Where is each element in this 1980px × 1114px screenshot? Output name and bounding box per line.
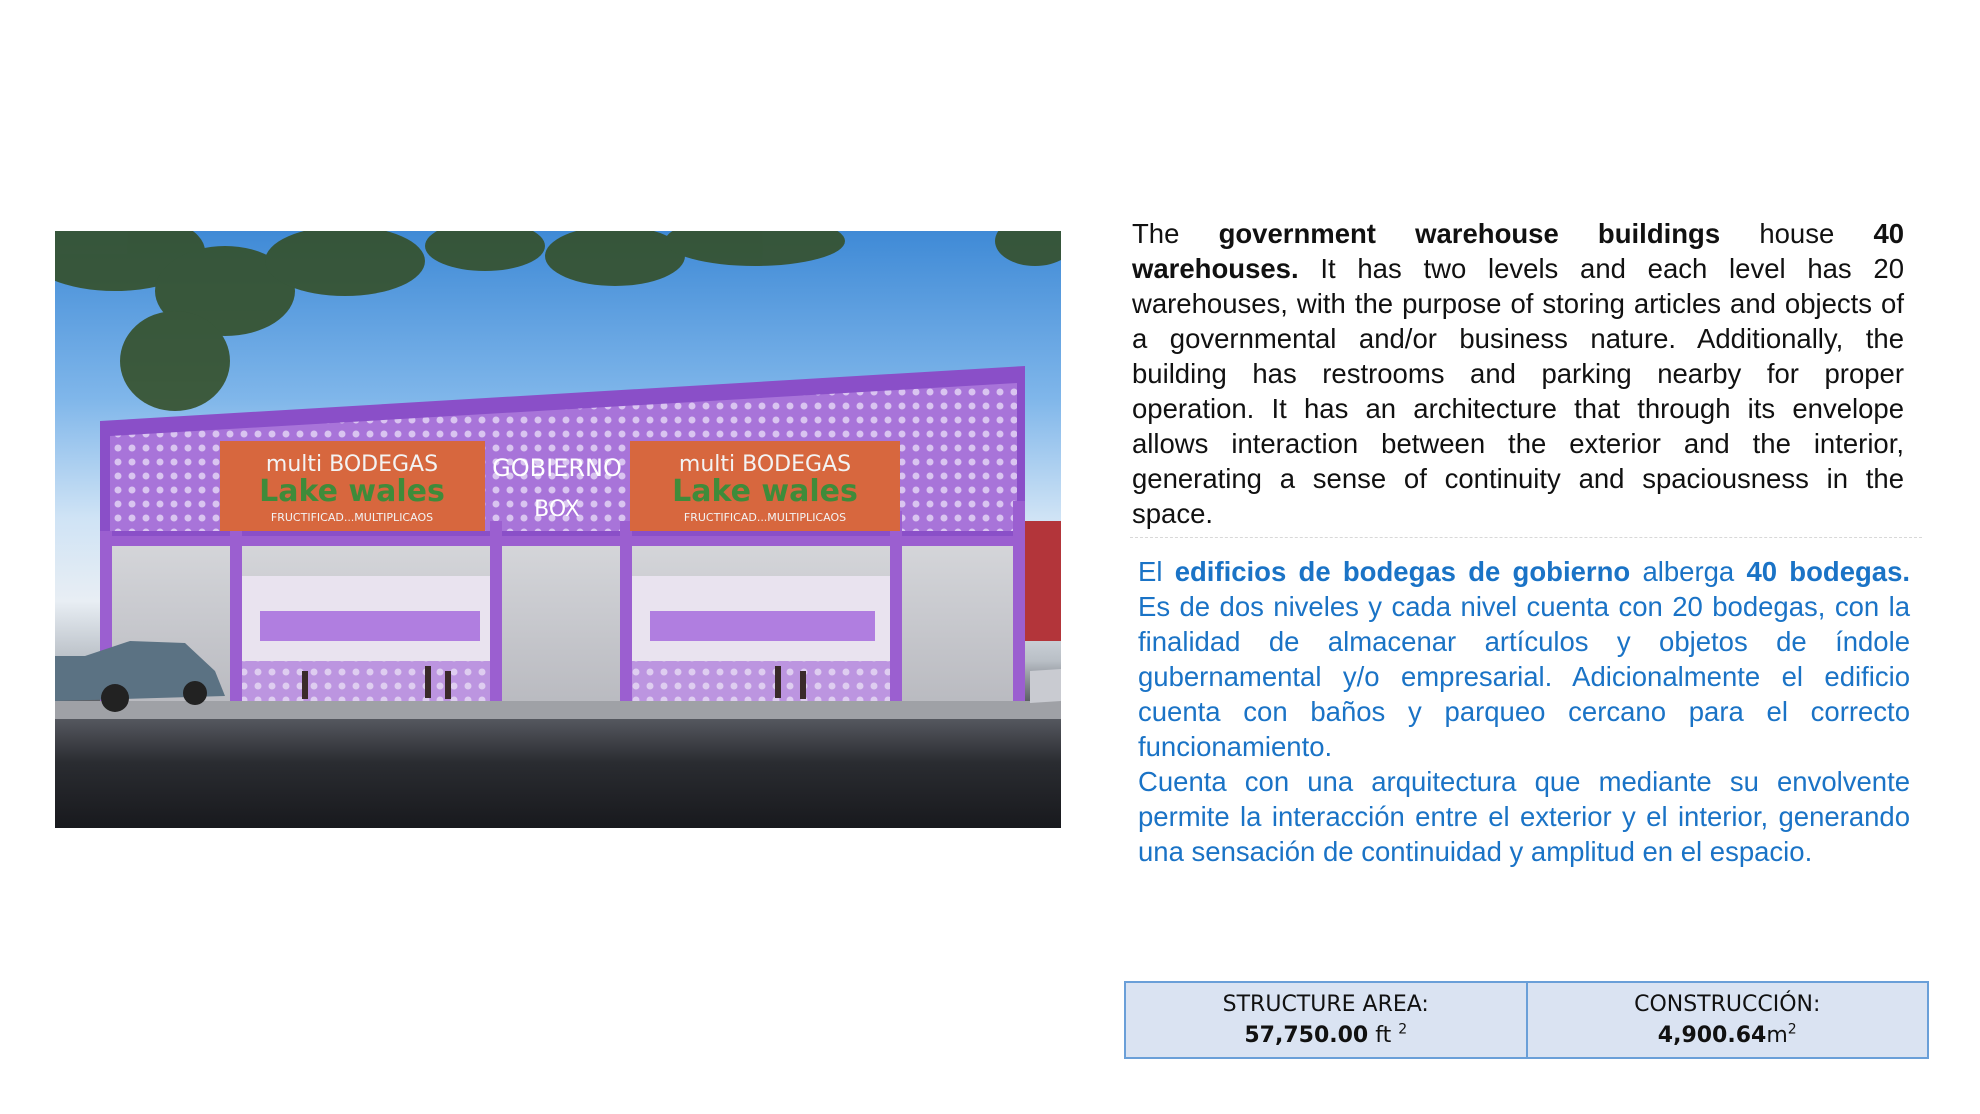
structure-area-label: STRUCTURE AREA: [1222,992,1429,1017]
en-body-text: It has two levels and each level has 20 warehouses, with the purpose of storing articles and objects of a governmental and/or business nature. Additionally, the building has restrooms and parking nearby for proper operation. It has an architecture that through its envelope allows interaction between the exterior and the interior, generating a sense of continuity and spaciousness in the space. [1132,253,1905,529]
construction-area-label: CONSTRUCCIÓN: [1634,992,1821,1017]
road [55,719,1061,828]
svg-text:multi BODEGAS: multi BODEGAS [678,452,852,477]
es-verb: alberga [1642,556,1735,587]
sign-left [220,441,485,531]
es-bold-count: 40 bodegas. [1746,556,1911,587]
structure-area-cell [1126,983,1526,1057]
car-right [1030,669,1061,703]
svg-text:Lake wales: Lake wales [672,474,858,509]
es-paragraph-2: Cuenta con una arquitectura que mediante su envolvente permite la interacción entre el exterior y el interior, generando una sensación de continuidad y amplitud en el espacio. [1138,766,1910,867]
english-description [1132,216,1904,531]
construction-area-cell [1526,983,1928,1057]
structure-area-value: 57,750.00 ft $^2$ [1244,1021,1408,1048]
en-verb: house [1759,218,1835,249]
spanish-description [1138,554,1910,869]
es-body-text: Es de dos niveles y cada nivel cuenta con 20 bodegas, con la finalidad de almacenar artículos y objetos de índole gubernamental y/o empresarial. Adicionalmente el edificio cuenta con baños y parqueo cercano para el correcto funcionamiento. [1138,591,1910,762]
svg-text:FRUCTIFICAD...MULTIPLICAOS: FRUCTIFICAD...MULTIPLICAOS [270,511,434,524]
area-table [1124,981,1929,1059]
sign-right [630,441,900,531]
es-paragraph-1 [1138,554,1910,764]
dashed-separator [1130,537,1922,538]
svg-text:multi BODEGAS: multi BODEGAS [265,452,439,477]
svg-text:Lake wales: Lake wales [259,474,445,509]
en-bold-count: 40 warehouses. [1132,218,1905,284]
en-intro-word: The [1132,218,1180,249]
svg-text:GOBIERNO: GOBIERNO [492,454,622,482]
en-bold-subject: government warehouse buildings [1218,218,1721,249]
svg-text:BOX: BOX [534,497,580,522]
es-intro-word: El [1138,556,1163,587]
sidewalk [55,701,1061,719]
warehouse-illustration [55,231,1061,828]
es-bold-subject: edificios de bodegas de gobierno [1174,556,1631,587]
construction-area-value: $4,900.64m^2$ [1657,1021,1797,1048]
building-rendering [55,231,1061,828]
svg-text:FRUCTIFICAD...MULTIPLICAOS: FRUCTIFICAD...MULTIPLICAOS [683,511,847,524]
